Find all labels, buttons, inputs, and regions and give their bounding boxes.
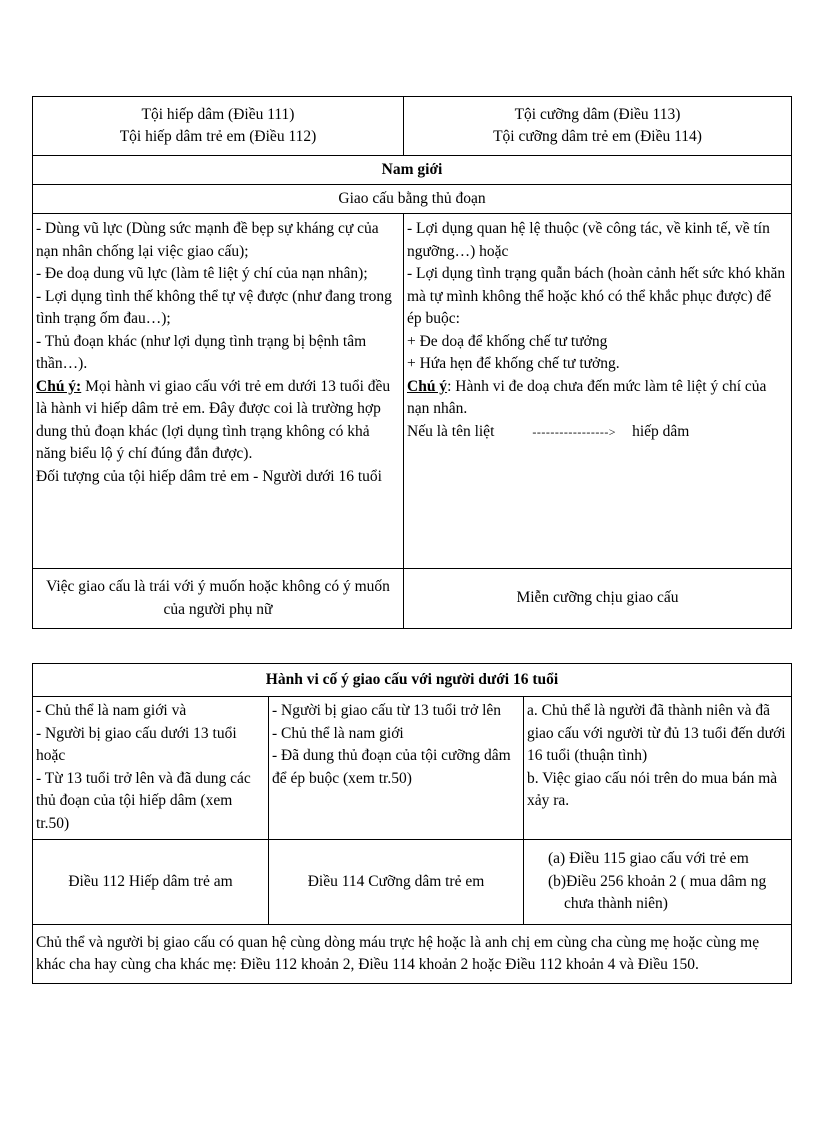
arrow-connector: -----------------> (532, 424, 617, 439)
coercion-note-text: : Hành vi đe doạ chưa đến mức làm tê liệt ý chí của nạn nhân. (407, 377, 767, 417)
rape-method-threat: - Đe doạ dung vũ lực (làm tê liệt ý chí của nạn nhân); (36, 265, 368, 282)
header-rape (33, 97, 404, 156)
rape-child-object: Đối tượng của tội hiếp dâm trẻ em - Người dưới 16 tuổi (36, 467, 382, 485)
rape-note-label: Chú ý: (36, 377, 82, 395)
coercion-consent-summary: Miễn cưỡng chịu giao cấu (404, 569, 792, 629)
rape-method-helpless: - Lợi dụng tình thế không thể tự vệ được (như đang trong tình trạng ốm đau…); (36, 287, 392, 327)
rape-note (36, 376, 400, 466)
coercion-method-distress: - Lợi dụng tình trạng quẫn bách (hoàn cảnh hết sức khó khăn mà tự mình không thể hoặc khó có thể khắc phục được) để ép buộc: (407, 265, 786, 327)
intercourse-under-16-table (32, 663, 792, 984)
comparison-table-rape-coercion (32, 96, 792, 629)
table2-title: Hành vi cố ý giao cấu với người dưới 16 tuổi (33, 664, 792, 697)
law-article-114: Điều 114 Cưỡng dâm trẻ em (269, 840, 524, 925)
header-coercion-line2: Tội cưỡng dâm trẻ em (Điều 114) (493, 128, 702, 145)
header-coercion-line1: Tội cưỡng dâm (Điều 113) (514, 105, 681, 123)
coercion-note (407, 376, 788, 421)
coercion-paralysis-line (407, 421, 788, 444)
condition-male-subject: - Chủ thể là nam giới (272, 724, 404, 742)
coercion-method-promise: + Hứa hẹn để khống chế tư tưởng. (407, 355, 620, 372)
method-row: Giao cấu bằng thủ đoạn (33, 185, 792, 214)
header-rape-line2: Tội hiếp dâm trẻ em (Điều 112) (119, 128, 317, 145)
condition-coercion-methods: - Đã dung thủ đoạn của tội cưỡng dâm để ép buộc (xem tr.50) (272, 747, 511, 787)
coercion-method-dependency: - Lợi dụng quan hệ lệ thuộc (về công tác, về kinh tế, về tín ngưỡng…) hoặc (407, 220, 770, 260)
conditions-col-consensual (524, 697, 792, 840)
law-256-cont: chưa thành niên) (564, 895, 668, 913)
table2-footer: Chủ thể và người bị giao cấu có quan hệ cùng dòng máu trực hệ hoặc là anh chị em cùng cha cùng mẹ hoặc cùng mẹ khác cha hay cùng cha khác mẹ: Điều 112 khoản 2, Điều 114 khoản 2 hoặc Điều 112 khoản 4 và Điều 150. (33, 925, 792, 984)
law-115: (a) Điều 115 giao cấu với trẻ em (548, 850, 749, 868)
condition-13-plus-rape-methods: - Từ 13 tuổi trở lên và đã dung các thủ đoạn của tội hiếp dâm (xem tr.50) (36, 769, 251, 832)
paralysis-result: hiếp dâm (632, 422, 690, 440)
condition-under-13: - Người bị giao cấu dưới 13 tuổi hoặc (36, 724, 237, 764)
subject-row: Nam giới (33, 156, 792, 185)
law-articles-115-256 (524, 840, 792, 925)
rape-methods-cell (33, 214, 404, 569)
law-article-112: Điều 112 Hiếp dâm trẻ am (33, 840, 269, 925)
coercion-methods-cell (404, 214, 792, 569)
conditions-col-coercion-child (269, 697, 524, 840)
conditions-col-rape-child (33, 697, 269, 840)
condition-13-plus: - Người bị giao cấu từ 13 tuổi trở lên (272, 702, 502, 719)
rape-consent-summary: Việc giao cấu là trái với ý muốn hoặc không có ý muốn của người phụ nữ (33, 569, 404, 629)
rape-method-force: - Dùng vũ lực (Dùng sức mạnh đề bẹp sự kháng cự của nạn nhân chống lại việc giao cấu); (36, 220, 379, 260)
paralysis-condition: Nếu là tên liệt (407, 422, 495, 440)
header-rape-line1: Tội hiếp dâm (Điều 111) (141, 105, 295, 123)
condition-purchase: b. Việc giao cấu nói trên do mua bán mà xảy ra. (527, 769, 778, 809)
condition-subject-male: - Chủ thể là nam giới và (36, 702, 187, 719)
coercion-method-threat: + Đe doạ để khống chế tư tưởng (407, 332, 608, 350)
law-256: (b)Điều 256 khoản 2 ( mua dâm ng (548, 872, 767, 890)
rape-note-text: Mọi hành vi giao cấu với trẻ em dưới 13 tuổi đều là hành vi hiếp dâm trẻ em. Đây được coi là trường hợp dung thủ đoạn khác (lợi dụng tình trạng không có khả năng biểu lộ ý chí đúng đắn được). (36, 377, 391, 462)
rape-method-other: - Thủ đoạn khác (như lợi dụng tình trạng bị bệnh tâm thần…). (36, 332, 367, 372)
coercion-note-label: Chú ý (407, 377, 448, 395)
header-coercion (404, 97, 792, 156)
condition-adult-consensual: a. Chủ thể là người đã thành niên và đã giao cấu với người từ đủ 13 tuổi đến dưới 16 tuổi (thuận tình) (527, 702, 786, 764)
